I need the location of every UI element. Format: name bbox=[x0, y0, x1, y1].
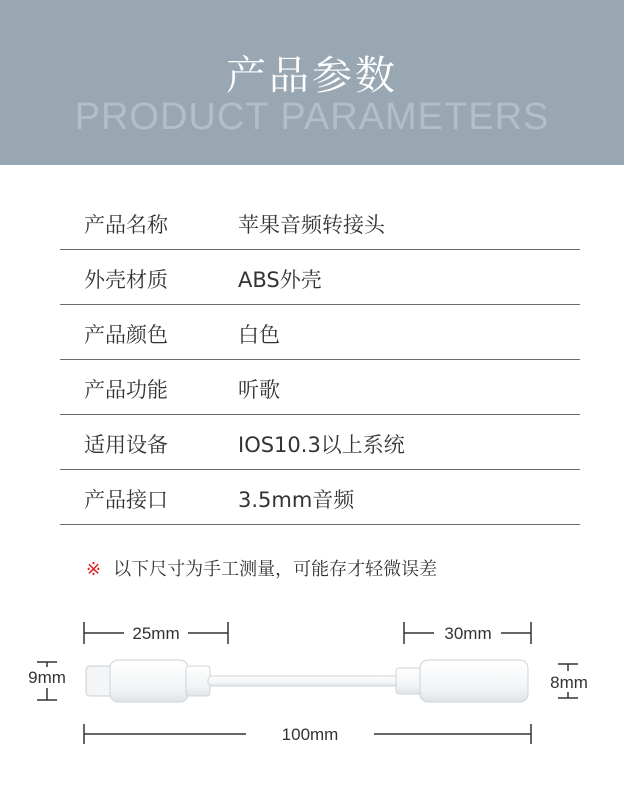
page-subtitle: PRODUCT PARAMETERS bbox=[74, 96, 550, 138]
param-value: IOS10.3以上系统 bbox=[238, 433, 405, 457]
param-value: 听歌 bbox=[238, 378, 280, 402]
dim-total-label: 100mm bbox=[281, 725, 339, 744]
dim-left-height-label: 9mm bbox=[28, 668, 66, 687]
note-text: 以下尺寸为手工测量，可能存才轻微误差 bbox=[113, 559, 438, 580]
dim-right-height-label: 8mm bbox=[550, 673, 588, 692]
adapter-image bbox=[86, 660, 528, 702]
param-label: 产品接口 bbox=[84, 488, 168, 512]
param-label: 外壳材质 bbox=[84, 268, 168, 292]
page-title: 产品参数 bbox=[226, 53, 398, 99]
dim-right-plug-label: 30mm bbox=[444, 624, 492, 643]
param-label: 产品功能 bbox=[84, 378, 168, 402]
param-value: 苹果音频转接头 bbox=[238, 213, 385, 237]
param-value: ABS外壳 bbox=[238, 268, 322, 292]
param-label: 产品颜色 bbox=[84, 323, 168, 347]
param-label: 产品名称 bbox=[84, 213, 168, 237]
dim-left-plug-label: 25mm bbox=[132, 624, 180, 643]
param-value: 3.5mm音频 bbox=[238, 488, 355, 512]
param-value: 白色 bbox=[238, 323, 280, 347]
param-label: 适用设备 bbox=[84, 433, 168, 457]
reference-mark-icon: ※ bbox=[86, 559, 102, 580]
